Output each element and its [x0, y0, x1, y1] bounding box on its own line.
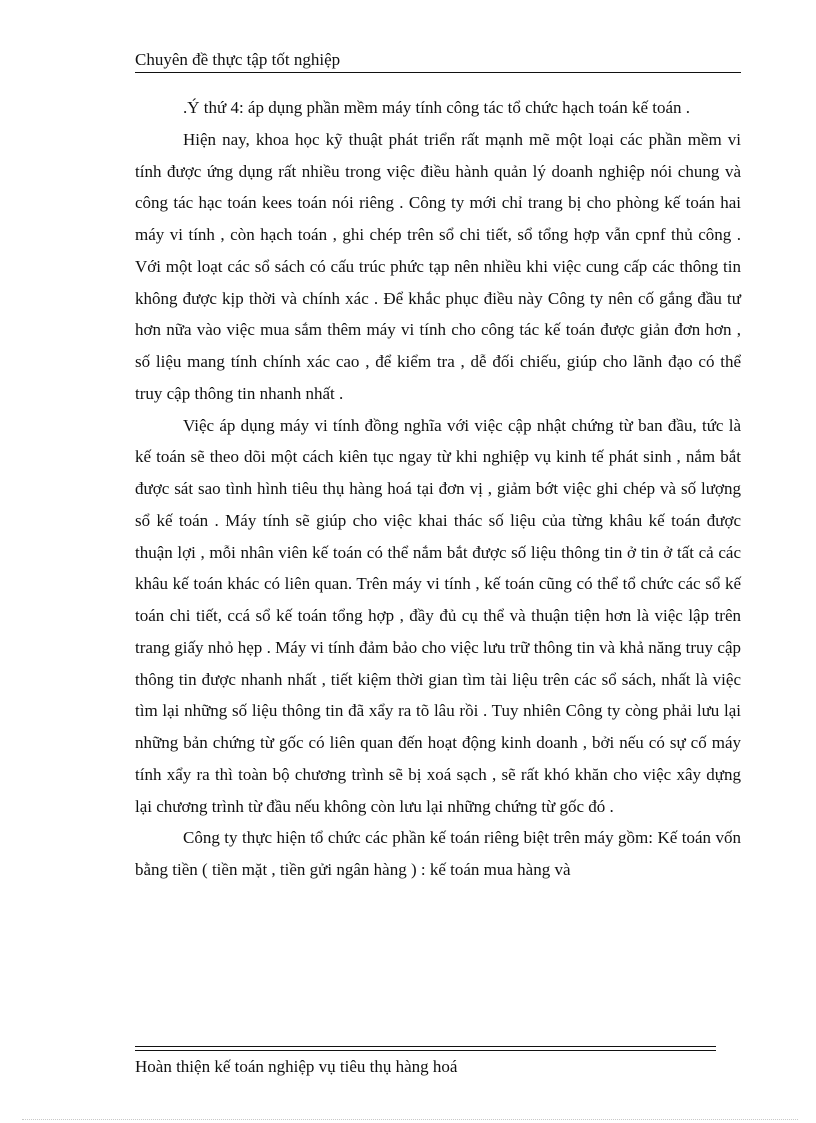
header-title: Chuyên đề thực tập tốt nghiệp — [135, 50, 341, 69]
footer-rule-bottom — [135, 1050, 716, 1051]
page-edge-divider — [22, 1119, 798, 1120]
body-text — [135, 92, 741, 886]
footer-rule-top — [135, 1046, 716, 1047]
paragraph-1: .Ý thứ 4: áp dụng phần mềm máy tính công tác tổ chức hạch toán kế toán . — [183, 98, 691, 117]
paragraph-3: Việc áp dụng máy vi tính đồng nghĩa với việc cập nhật chứng từ ban đầu, tức là kế toán sẽ theo dõi một cách kiên tục ngay từ khi nghiệp vụ kinh tế phát sinh , nắm bắt được sát sao tình hình tiêu thụ hàng hoá tại đơn vị , giảm bớt việc ghi chép và số lượng sổ kế toán . Máy tính sẽ giúp cho việc khai thác số liệu của từng khâu kế toán được thuận lợi , mỗi nhân viên kế toán có thể nắm bắt được số liệu thông tin ở tin ở tất cả các khâu kế toán khác có liên quan. Trên máy vi tính , kế toán cũng có thể tổ chức các sổ kế toán chi tiết, ccá sổ kế toán tổng hợp , đầy đủ cụ thể và thuận tiện hơn là việc lập trên trang giấy nhỏ hẹp . Máy vi tính đảm bảo cho việc lưu trữ thông tin và khả năng truy cập thông tin được nhanh nhất , tiết kiệm thời gian tìm tài liệu trên các sổ sách, nhất là việc tìm lại những số liệu thông tin đã xẩy ra tõ lâu rồi . Tuy nhiên Công ty còng phải lưu lại những bản chứng từ gốc có liên quan đến hoạt động kinh doanh , bởi nếu có sự cố máy tính xẩy ra thì toàn bộ chương trình sẽ bị xoá sạch , sẽ rất khó khăn cho việc xây dựng lại chương trình từ đầu nếu không còn lưu lại những chứng từ gốc đó . — [135, 415, 741, 816]
footer-title: Hoàn thiện kế toán nghiệp vụ tiêu thụ hàng hoá — [135, 1057, 458, 1076]
paragraph-4: Công ty thực hiện tổ chức các phần kế toán riêng biệt trên máy gồm: Kế toán vốn bằng tiền ( tiền mặt , tiền gửi ngân hàng ) : kế toán mua hàng và — [135, 828, 741, 879]
page-header — [135, 46, 741, 73]
paragraph-2: Hiện nay, khoa học kỹ thuật phát triển rất mạnh mẽ một loại các phần mềm vi tính được ứng dụng rất nhiều trong việc điều hành quản lý doanh nghiệp nói chung và công tác hạc toán kees toán nói riêng . Công ty mới chỉ trang bị cho phòng kế toán hai máy vi tính , còn hạch toán , ghi chép trên sổ chi tiết, sổ tổng hợp vẫn cpnf thủ công . Với một loạt các sổ sách có cấu trúc phức tạp nên nhiều khi việc cung cấp các thông tin không được kịp thời và chính xác . Để khắc phục điều này Công ty nên cố gắng đầu tư hơn nữa vào việc mua sắm thêm máy vi tính cho công tác kế toán được giản đơn hơn , số liệu mang tính chính xác cao , để kiểm tra , dễ đối chiếu, giúp cho lãnh đạo có thể truy cập thông tin nhanh nhất . — [135, 129, 741, 403]
